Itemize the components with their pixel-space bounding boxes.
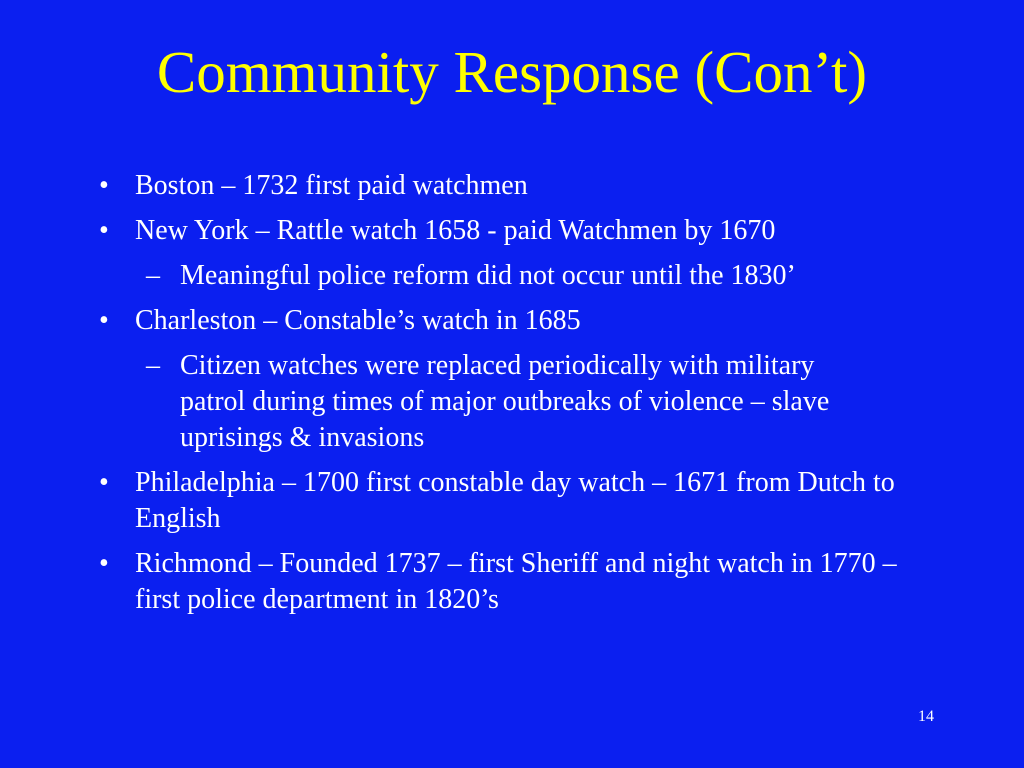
sub-bullet-text: Meaningful police reform did not occur until the 1830’: [180, 260, 796, 291]
sub-bullet-text: Citizen watches were replaced periodically with military patrol during times of major outbreaks of violence – slave uprisings & invasions: [180, 350, 830, 453]
bullet-marker: •: [99, 548, 109, 579]
bullet-marker: •: [99, 467, 109, 498]
page-number: 14: [918, 708, 934, 725]
bullet-marker: •: [99, 215, 109, 246]
bullet-item-new-york: [0, 213, 935, 249]
bullet-text: Philadelphia – 1700 first constable day watch – 1671 from Dutch to English: [135, 467, 895, 534]
slide-body: [0, 168, 1024, 627]
bullet-item-boston: [0, 168, 935, 204]
slide-title: Community Response (Con’t): [156, 39, 868, 105]
bullet-text: Charleston – Constable’s watch in 1685: [135, 305, 581, 336]
sub-bullet-marker: –: [146, 350, 160, 381]
bullet-item-richmond: [0, 546, 935, 618]
sub-bullet-marker: –: [146, 260, 160, 291]
bullet-text: Richmond – Founded 1737 – first Sheriff and night watch in 1770 – first police department in 1820’s: [135, 548, 897, 615]
bullet-item-charleston: [0, 303, 935, 339]
sub-bullet-item-citizen-watches: [0, 348, 880, 456]
sub-bullet-item-police-reform: [0, 258, 880, 294]
bullet-marker: •: [99, 305, 109, 336]
bullet-text: Boston – 1732 first paid watchmen: [135, 170, 528, 201]
bullet-item-philadelphia: [0, 465, 935, 537]
bullet-text: New York – Rattle watch 1658 - paid Watchmen by 1670: [135, 215, 776, 246]
bullet-marker: •: [99, 170, 109, 201]
